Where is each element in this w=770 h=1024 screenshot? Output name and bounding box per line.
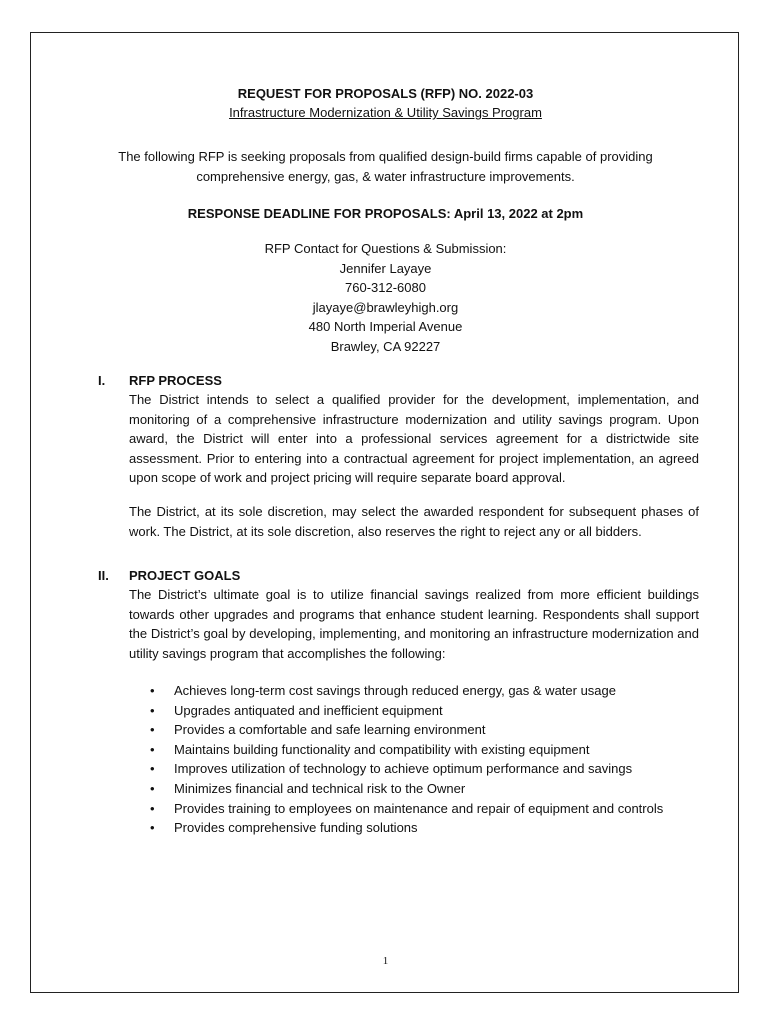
bullet-icon: • <box>150 702 155 718</box>
section-paragraph: The District intends to select a qualified provider for the development, implementation, and monitoring of a comprehensive infrastructure modernization and utility savings program. Upon award, the District will enter into a professional services agreement for a districtwide site assessment. Prior to entering into a contractual agreement for project implementation, an agreed upon scope of work and project pricing will require separate board approval. <box>129 392 699 485</box>
contact-name: Jennifer Layaye <box>339 260 432 276</box>
list-item <box>146 759 706 779</box>
section-paragraph: The District’s ultimate goal is to utilize financial savings realized from more efficient buildings towards other upgrades and programs that enhance student learning. Respondents shall support the District’s goal by developing, implementing, and monitoring an infrastructure modernization and utility savings program that accomplishes the following: <box>129 587 699 661</box>
bullet-icon: • <box>150 761 155 777</box>
bullet-icon: • <box>150 800 155 816</box>
contact-city: Brawley, CA 92227 <box>330 338 441 354</box>
list-item <box>146 779 706 799</box>
list-item <box>146 720 706 740</box>
bullet-icon: • <box>150 722 155 738</box>
list-item-text: Upgrades antiquated and inefficient equipment <box>174 702 443 718</box>
bullet-icon: • <box>150 683 155 698</box>
page-number: 1 <box>382 955 389 967</box>
list-item-text: Improves utilization of technology to achieve optimum performance and savings <box>174 761 633 777</box>
contact-block <box>31 239 740 356</box>
bullet-icon: • <box>150 780 155 796</box>
list-item <box>146 740 706 760</box>
intro-paragraph: The following RFP is seeking proposals from qualified design-build firms capable of providing comprehensive energy, gas, & water infrastructure improvements. <box>118 149 653 184</box>
section-number: II. <box>98 568 109 583</box>
section-heading: PROJECT GOALS <box>129 568 241 583</box>
section-heading: RFP PROCESS <box>129 373 222 388</box>
list-item <box>146 681 706 701</box>
document-page <box>30 32 739 993</box>
document-title: REQUEST FOR PROPOSALS (RFP) NO. 2022-03 <box>237 86 534 101</box>
contact-street: 480 North Imperial Avenue <box>308 319 463 334</box>
list-item-text: Minimizes financial and technical risk to the Owner <box>174 780 466 796</box>
list-item-text: Provides training to employees on maintenance and repair of equipment and controls <box>174 800 664 816</box>
response-deadline: RESPONSE DEADLINE FOR PROPOSALS: April 13, 2022 at 2pm <box>187 206 584 221</box>
bullet-icon: • <box>150 820 155 836</box>
list-item-text: Achieves long-term cost savings through reduced energy, gas & water usage <box>174 683 616 698</box>
contact-heading: RFP Contact for Questions & Submission: <box>264 241 507 256</box>
list-item-text: Provides a comfortable and safe learning environment <box>174 722 486 738</box>
contact-email: jlayaye@brawleyhigh.org <box>312 299 459 315</box>
goals-list <box>146 681 706 838</box>
list-item-text: Maintains building functionality and compatibility with existing equipment <box>174 741 590 757</box>
list-item-text: Provides comprehensive funding solutions <box>174 820 418 836</box>
section-number: I. <box>98 373 106 388</box>
section-paragraph: The District, at its sole discretion, may select the awarded respondent for subsequent phases of work. The District, at its sole discretion, also reserves the right to reject any or all bidders. <box>129 504 699 539</box>
contact-phone: 760-312-6080 <box>345 280 426 295</box>
list-item <box>146 799 706 819</box>
list-item <box>146 701 706 721</box>
document-subtitle: Infrastructure Modernization & Utility Savings Program <box>229 105 542 120</box>
list-item <box>146 818 706 838</box>
bullet-icon: • <box>150 741 155 757</box>
